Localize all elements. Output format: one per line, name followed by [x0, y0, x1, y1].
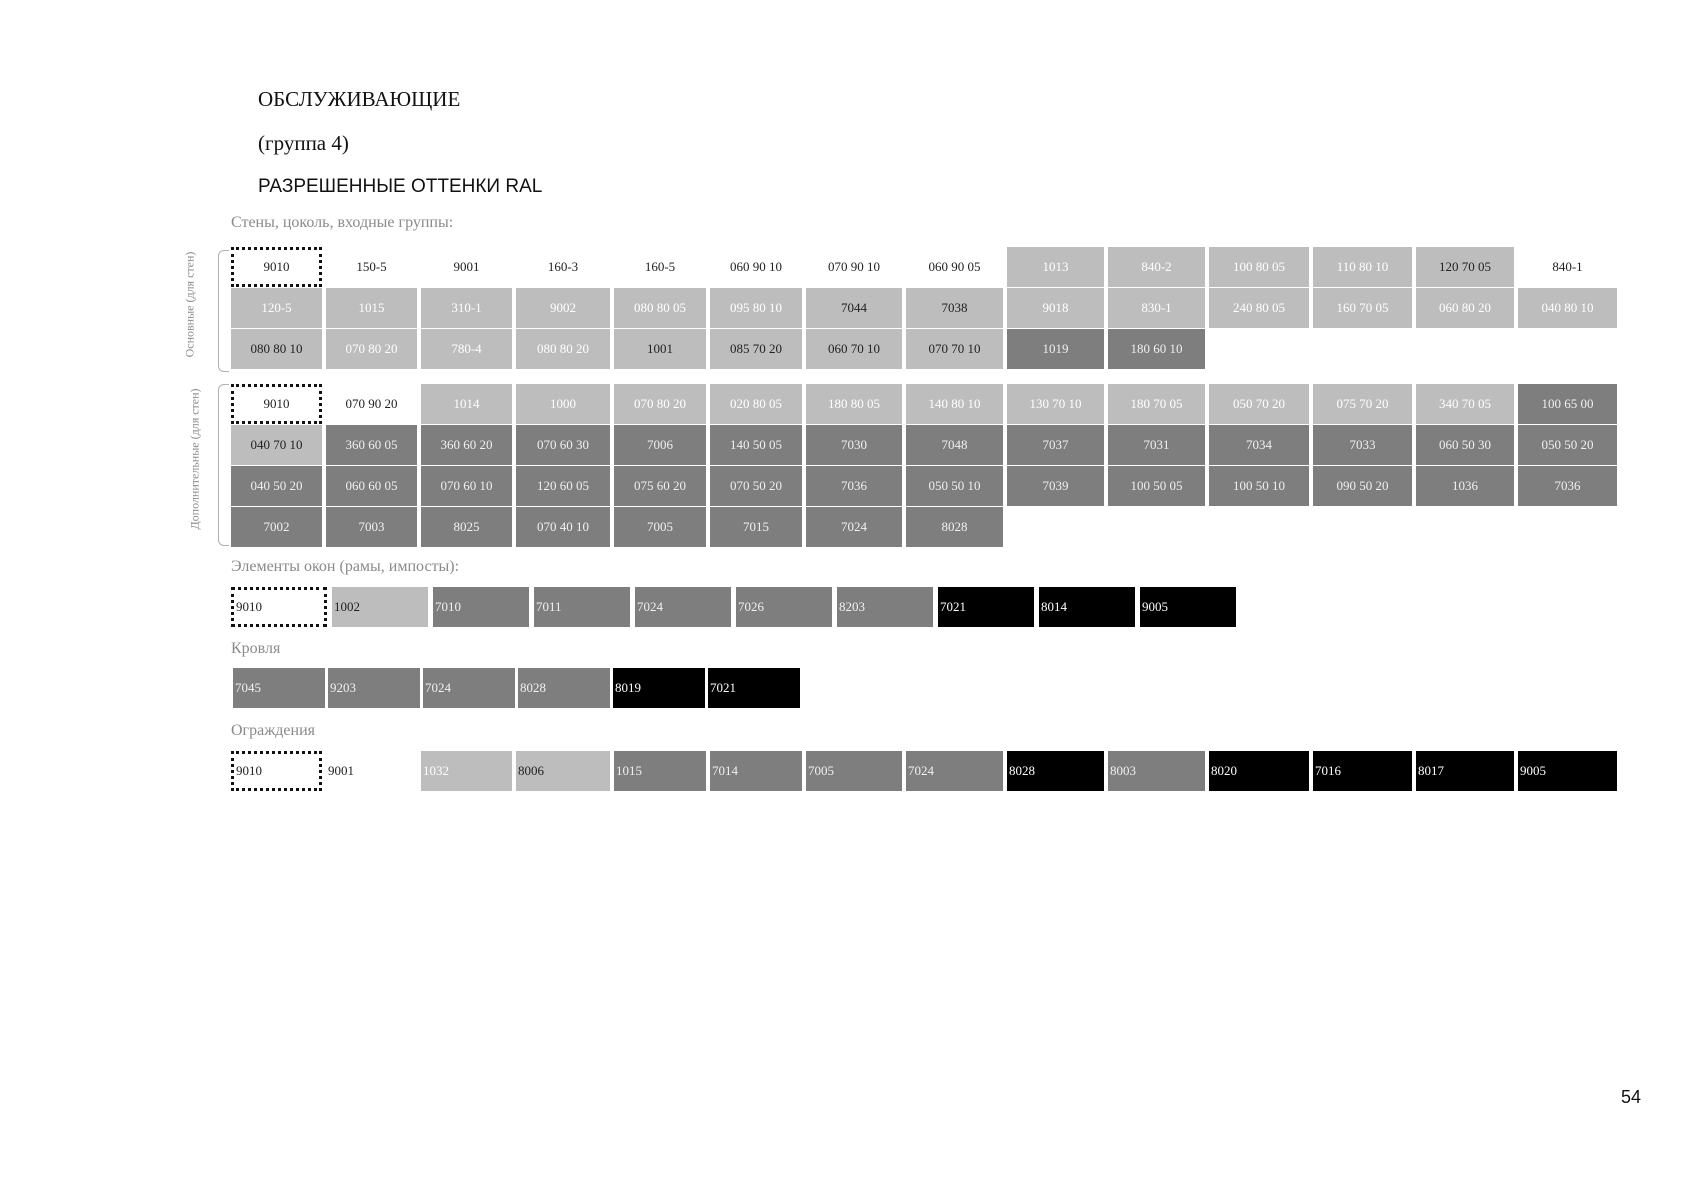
ral-swatch-8028: 8028	[518, 668, 610, 708]
ral-swatch-7005: 7005	[614, 507, 706, 547]
ral-swatch-075-70-20: 075 70 20	[1313, 384, 1412, 424]
fences-section-label: Ограждения	[231, 722, 315, 739]
ral-swatch-9010: 9010	[231, 384, 322, 424]
ral-heading: РАЗРЕШЕННЫЕ ОТТЕНКИ RAL	[258, 176, 543, 197]
ral-swatch-060-80-20: 060 80 20	[1416, 288, 1514, 328]
ral-swatch-7021: 7021	[708, 668, 800, 708]
ral-swatch-840-1: 840-1	[1518, 247, 1617, 287]
ral-swatch-100-50-10: 100 50 10	[1209, 466, 1309, 506]
page-title: ОБСЛУЖИВАЮЩИЕ	[258, 87, 461, 111]
ral-swatch-7039: 7039	[1007, 466, 1104, 506]
ral-swatch-070-60-30: 070 60 30	[516, 425, 610, 465]
ral-swatch-8025: 8025	[421, 507, 512, 547]
ral-swatch-075-60-20: 075 60 20	[614, 466, 706, 506]
ral-swatch-7024: 7024	[806, 507, 902, 547]
ral-swatch-7014: 7014	[710, 751, 802, 791]
ral-swatch-8017: 8017	[1416, 751, 1514, 791]
ral-swatch-070-80-20: 070 80 20	[614, 384, 706, 424]
ral-swatch-9005: 9005	[1140, 587, 1236, 627]
ral-swatch-180-70-05: 180 70 05	[1108, 384, 1205, 424]
page-number: 54	[1621, 1087, 1642, 1107]
ral-swatch-7048: 7048	[906, 425, 1003, 465]
ral-swatch-7030: 7030	[806, 425, 902, 465]
ral-swatch-130-70-10: 130 70 10	[1007, 384, 1104, 424]
ral-swatch-060-90-05: 060 90 05	[906, 247, 1003, 287]
ral-swatch-7024: 7024	[906, 751, 1003, 791]
ral-swatch-7036: 7036	[1518, 466, 1617, 506]
ral-swatch-8003: 8003	[1108, 751, 1205, 791]
ral-swatch-9203: 9203	[328, 668, 420, 708]
ral-swatch-7034: 7034	[1209, 425, 1309, 465]
ral-swatch-7026: 7026	[736, 587, 832, 627]
ral-swatch-120-70-05: 120 70 05	[1416, 247, 1514, 287]
ral-swatch-080-80-10: 080 80 10	[231, 329, 322, 369]
ral-swatch-1019: 1019	[1007, 329, 1104, 369]
ral-swatch-7002: 7002	[231, 507, 322, 547]
ral-swatch-7005: 7005	[806, 751, 902, 791]
ral-swatch-100-80-05: 100 80 05	[1209, 247, 1309, 287]
ral-swatch-7037: 7037	[1007, 425, 1104, 465]
ral-swatch-7015: 7015	[710, 507, 802, 547]
ral-swatch-9001: 9001	[421, 247, 512, 287]
ral-swatch-150-5: 150-5	[326, 247, 417, 287]
ral-swatch-8028: 8028	[906, 507, 1003, 547]
ral-swatch-7024: 7024	[635, 587, 731, 627]
ral-swatch-1013: 1013	[1007, 247, 1104, 287]
ral-swatch-180-80-05: 180 80 05	[806, 384, 902, 424]
ral-swatch-050-70-20: 050 70 20	[1209, 384, 1309, 424]
ral-swatch-7033: 7033	[1313, 425, 1412, 465]
ral-swatch-040-80-10: 040 80 10	[1518, 288, 1617, 328]
ral-swatch-070-90-10: 070 90 10	[806, 247, 902, 287]
ral-swatch-9010: 9010	[231, 247, 322, 287]
ral-swatch-340-70-05: 340 70 05	[1416, 384, 1514, 424]
ral-swatch-9010: 9010	[231, 587, 327, 627]
ral-swatch-040-70-10: 040 70 10	[231, 425, 322, 465]
ral-swatch-8014: 8014	[1039, 587, 1135, 627]
ral-swatch-140-80-10: 140 80 10	[906, 384, 1003, 424]
ral-swatch-7045: 7045	[233, 668, 325, 708]
ral-swatch-7021: 7021	[938, 587, 1034, 627]
ral-swatch-310-1: 310-1	[421, 288, 512, 328]
ral-swatch-050-50-10: 050 50 10	[906, 466, 1003, 506]
ral-swatch-120-60-05: 120 60 05	[516, 466, 610, 506]
ral-swatch-9002: 9002	[516, 288, 610, 328]
ral-swatch-050-50-20: 050 50 20	[1518, 425, 1617, 465]
ral-swatch-080-80-20: 080 80 20	[516, 329, 610, 369]
ral-swatch-1015: 1015	[326, 288, 417, 328]
ral-swatch-360-60-05: 360 60 05	[326, 425, 417, 465]
main-walls-label: Основные (для стен)	[182, 251, 197, 358]
ral-swatch-9018: 9018	[1007, 288, 1104, 328]
ral-swatch-060-60-05: 060 60 05	[326, 466, 417, 506]
ral-swatch-100-50-05: 100 50 05	[1108, 466, 1205, 506]
page-subtitle: (группа 4)	[258, 131, 349, 155]
ral-swatch-8028: 8028	[1007, 751, 1104, 791]
ral-swatch-780-4: 780-4	[421, 329, 512, 369]
ral-swatch-9005: 9005	[1518, 751, 1617, 791]
ral-swatch-070-90-20: 070 90 20	[326, 384, 417, 424]
ral-swatch-7024: 7024	[423, 668, 515, 708]
ral-swatch-070-50-20: 070 50 20	[710, 466, 802, 506]
ral-swatch-7036: 7036	[806, 466, 902, 506]
ral-swatch-160-5: 160-5	[614, 247, 706, 287]
ral-swatch-060-90-10: 060 90 10	[710, 247, 802, 287]
ral-swatch-1001: 1001	[614, 329, 706, 369]
ral-swatch-7003: 7003	[326, 507, 417, 547]
ral-swatch-7031: 7031	[1108, 425, 1205, 465]
main-walls-brace	[218, 250, 229, 372]
extra-walls-label: Дополнительные (для стен)	[187, 388, 202, 530]
ral-swatch-240-80-05: 240 80 05	[1209, 288, 1309, 328]
ral-swatch-160-70-05: 160 70 05	[1313, 288, 1412, 328]
ral-swatch-1032: 1032	[421, 751, 512, 791]
ral-swatch-840-2: 840-2	[1108, 247, 1205, 287]
ral-swatch-1014: 1014	[421, 384, 512, 424]
ral-swatch-140-50-05: 140 50 05	[710, 425, 802, 465]
ral-swatch-7006: 7006	[614, 425, 706, 465]
walls-section-label: Стены, цоколь, входные группы:	[231, 214, 454, 231]
ral-swatch-070-80-20: 070 80 20	[326, 329, 417, 369]
ral-swatch-080-80-05: 080 80 05	[614, 288, 706, 328]
ral-swatch-1002: 1002	[332, 587, 428, 627]
ral-swatch-180-60-10: 180 60 10	[1108, 329, 1205, 369]
ral-swatch-8006: 8006	[516, 751, 610, 791]
ral-swatch-070-40-10: 070 40 10	[516, 507, 610, 547]
ral-swatch-070-70-10: 070 70 10	[906, 329, 1003, 369]
ral-swatch-060-50-30: 060 50 30	[1416, 425, 1514, 465]
ral-swatch-7044: 7044	[806, 288, 902, 328]
roof-section-label: Кровля	[231, 640, 281, 657]
ral-swatch-8019: 8019	[613, 668, 705, 708]
ral-swatch-7010: 7010	[433, 587, 529, 627]
ral-swatch-8020: 8020	[1209, 751, 1309, 791]
extra-walls-brace	[218, 384, 229, 546]
ral-swatch-830-1: 830-1	[1108, 288, 1205, 328]
ral-swatch-095-80-10: 095 80 10	[710, 288, 802, 328]
ral-swatch-040-50-20: 040 50 20	[231, 466, 322, 506]
ral-swatch-1000: 1000	[516, 384, 610, 424]
ral-swatch-020-80-05: 020 80 05	[710, 384, 802, 424]
ral-swatch-8203: 8203	[837, 587, 933, 627]
ral-swatch-9001: 9001	[326, 751, 417, 791]
ral-swatch-110-80-10: 110 80 10	[1313, 247, 1412, 287]
ral-swatch-1036: 1036	[1416, 466, 1514, 506]
ral-swatch-100-65-00: 100 65 00	[1518, 384, 1617, 424]
ral-swatch-360-60-20: 360 60 20	[421, 425, 512, 465]
ral-swatch-9010: 9010	[231, 751, 322, 791]
ral-swatch-060-70-10: 060 70 10	[806, 329, 902, 369]
ral-swatch-090-50-20: 090 50 20	[1313, 466, 1412, 506]
ral-swatch-120-5: 120-5	[231, 288, 322, 328]
ral-swatch-1015: 1015	[614, 751, 706, 791]
ral-swatch-7038: 7038	[906, 288, 1003, 328]
ral-swatch-160-3: 160-3	[516, 247, 610, 287]
ral-swatch-085-70-20: 085 70 20	[710, 329, 802, 369]
ral-swatch-7016: 7016	[1313, 751, 1412, 791]
ral-swatch-7011: 7011	[534, 587, 630, 627]
ral-swatch-070-60-10: 070 60 10	[421, 466, 512, 506]
windows-section-label: Элементы окон (рамы, импосты):	[231, 558, 460, 575]
